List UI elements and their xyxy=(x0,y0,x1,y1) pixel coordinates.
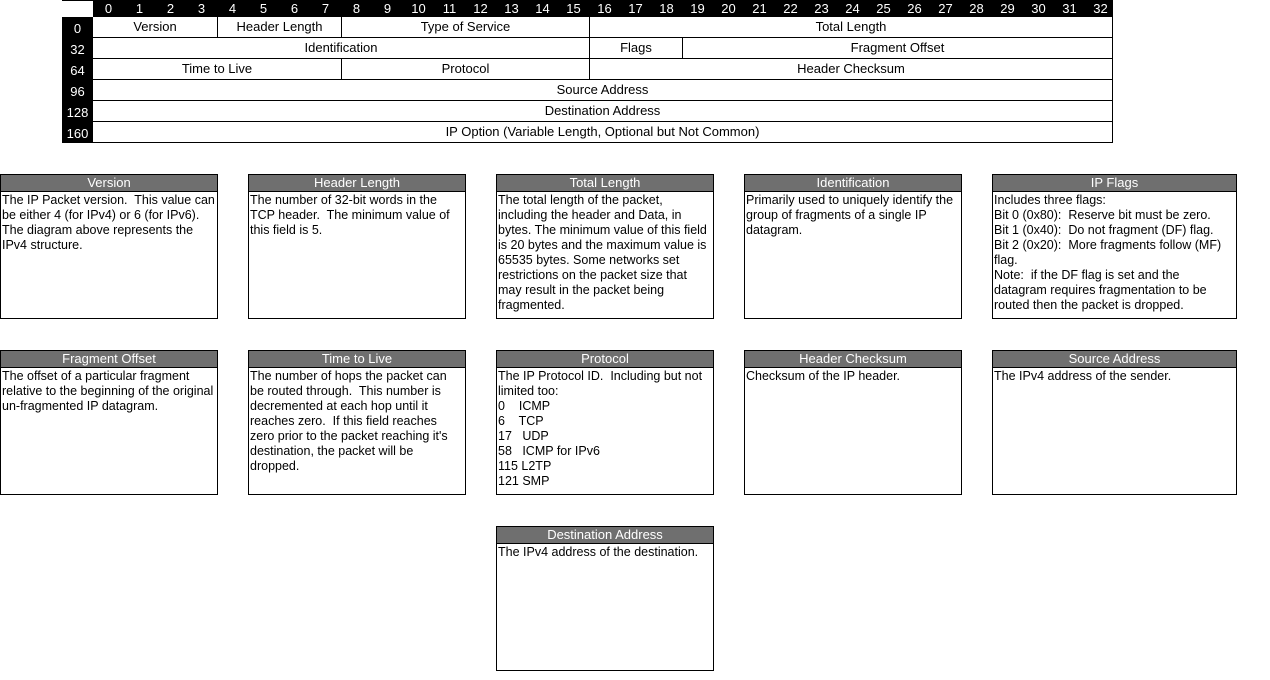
row-offset: 32 xyxy=(70,42,85,57)
bit-number: 18 xyxy=(659,1,674,16)
row-offset: 0 xyxy=(73,21,82,36)
bit-number: 28 xyxy=(969,1,984,16)
bit-number: 0 xyxy=(104,1,113,16)
desc-title: Protocol xyxy=(497,351,713,368)
desc-title: Destination Address xyxy=(497,527,713,544)
desc-box-version xyxy=(0,174,218,319)
desc-title: Source Address xyxy=(993,351,1236,368)
desc-title: IP Flags xyxy=(993,175,1236,192)
field-version: Version xyxy=(93,17,218,38)
desc-text: The IPv4 address of the sender. xyxy=(994,369,1172,383)
desc-text: Checksum of the IP header. xyxy=(746,369,901,383)
bit-number: 6 xyxy=(290,1,299,16)
desc-box-ip-flags xyxy=(992,174,1237,319)
desc-title: Version xyxy=(1,175,217,192)
bit-number: 21 xyxy=(752,1,767,16)
field-header-length: Header Length xyxy=(218,17,342,38)
desc-title: Time to Live xyxy=(249,351,465,368)
desc-box-fragment-offset xyxy=(0,350,218,495)
desc-title: Header Length xyxy=(249,175,465,192)
field-identification: Identification xyxy=(93,38,590,59)
bit-number: 4 xyxy=(228,1,237,16)
desc-title: Identification xyxy=(745,175,961,192)
desc-box-identification xyxy=(744,174,962,319)
bit-number: 13 xyxy=(504,1,519,16)
bit-number: 26 xyxy=(907,1,922,16)
table-corner xyxy=(62,1,93,17)
desc-text: The total length of the packet, including the header and Data, in bytes. The minimum value of this field is 20 bytes and the maximum value is 65535 bytes. Some networks set restrictions on the packet size that may result in the packet being fragmented. xyxy=(498,193,711,312)
desc-box-protocol xyxy=(496,350,714,495)
desc-box-destination-address xyxy=(496,526,714,671)
bit-number: 10 xyxy=(411,1,426,16)
desc-box-source-address xyxy=(992,350,1237,495)
field-type-of-service: Type of Service xyxy=(342,17,590,38)
desc-text: The number of hops the packet can be routed through. This number is decremented at each hop until it reaches zero. If this field reaches zero prior to the packet reaching it's destination, the packet will be dropped. xyxy=(250,369,452,473)
bit-number: 3 xyxy=(197,1,206,16)
row-offset: 128 xyxy=(66,105,89,120)
bit-number: 29 xyxy=(1000,1,1015,16)
row-offset-column xyxy=(62,17,93,143)
desc-text: The IPv4 address of the destination. xyxy=(498,545,699,559)
bit-number: 19 xyxy=(690,1,705,16)
bit-number: 25 xyxy=(876,1,891,16)
bit-number: 1 xyxy=(135,1,144,16)
row-offset: 160 xyxy=(66,126,89,141)
field-time-to-live: Time to Live xyxy=(93,59,342,80)
bit-number: 11 xyxy=(442,1,457,16)
field-grid xyxy=(93,17,1113,143)
row-offset: 64 xyxy=(70,63,85,78)
desc-title: Fragment Offset xyxy=(1,351,217,368)
desc-text: The IP Packet version. This value can be either 4 (for IPv4) or 6 (for IPv6). The diagram above represents the IPv4 structure. xyxy=(2,193,219,252)
bit-number-row xyxy=(62,0,1113,17)
field-ip-option: IP Option (Variable Length, Optional but Not Common) xyxy=(445,124,760,139)
desc-text: The offset of a particular fragment relative to the beginning of the original un-fragmented IP datagram. xyxy=(2,369,217,413)
desc-box-header-checksum xyxy=(744,350,962,495)
ipv4-header-table xyxy=(62,0,1113,143)
bit-number: 16 xyxy=(597,1,612,16)
desc-title: Total Length xyxy=(497,175,713,192)
desc-text: The IP Protocol ID. Including but not limited too: 0 ICMP 6 TCP 17 UDP 58 ICMP for IPv6 115 L2TP 121 SMP xyxy=(498,369,703,488)
bit-number: 15 xyxy=(566,1,581,16)
bit-number: 24 xyxy=(845,1,860,16)
field-destination-address: Destination Address xyxy=(93,101,1112,122)
field-total-length: Total Length xyxy=(590,17,1112,38)
bit-number: 8 xyxy=(352,1,361,16)
bit-number: 9 xyxy=(383,1,392,16)
bit-number: 7 xyxy=(321,1,330,16)
desc-title: Header Checksum xyxy=(745,351,961,368)
bit-number: 27 xyxy=(938,1,953,16)
desc-box-header-length xyxy=(248,174,466,319)
bit-number: 12 xyxy=(473,1,488,16)
desc-box-time-to-live xyxy=(248,350,466,495)
bit-number: 17 xyxy=(628,1,643,16)
row-offset: 96 xyxy=(70,84,85,99)
desc-text: Primarily used to uniquely identify the group of fragments of a single IP datagram. xyxy=(746,193,957,237)
field-header-checksum: Header Checksum xyxy=(590,59,1112,80)
bit-number: 5 xyxy=(259,1,268,16)
bit-number: 22 xyxy=(783,1,798,16)
field-protocol: Protocol xyxy=(342,59,590,80)
bit-number: 30 xyxy=(1031,1,1046,16)
desc-text: Includes three flags: Bit 0 (0x80): Reserve bit must be zero. Bit 1 (0x40): Do not fragment (DF) flag. Bit 2 (0x20): More fragments follow (MF) flag. Note: if the DF flag is set and the datagram requires fragmentation to be routed then the packet is dropped. xyxy=(994,193,1222,312)
field-source-address: Source Address xyxy=(93,80,1112,101)
bit-number: 23 xyxy=(814,1,829,16)
desc-box-total-length xyxy=(496,174,714,319)
desc-text: The number of 32-bit words in the TCP header. The minimum value of this field is 5. xyxy=(250,193,454,237)
field-flags: Flags xyxy=(590,38,683,59)
bit-number: 32 xyxy=(1093,1,1108,16)
bit-number: 2 xyxy=(166,1,175,16)
field-fragment-offset: Fragment Offset xyxy=(683,38,1112,59)
bit-number: 14 xyxy=(535,1,550,16)
bit-number: 31 xyxy=(1062,1,1077,16)
bit-number: 20 xyxy=(721,1,736,16)
